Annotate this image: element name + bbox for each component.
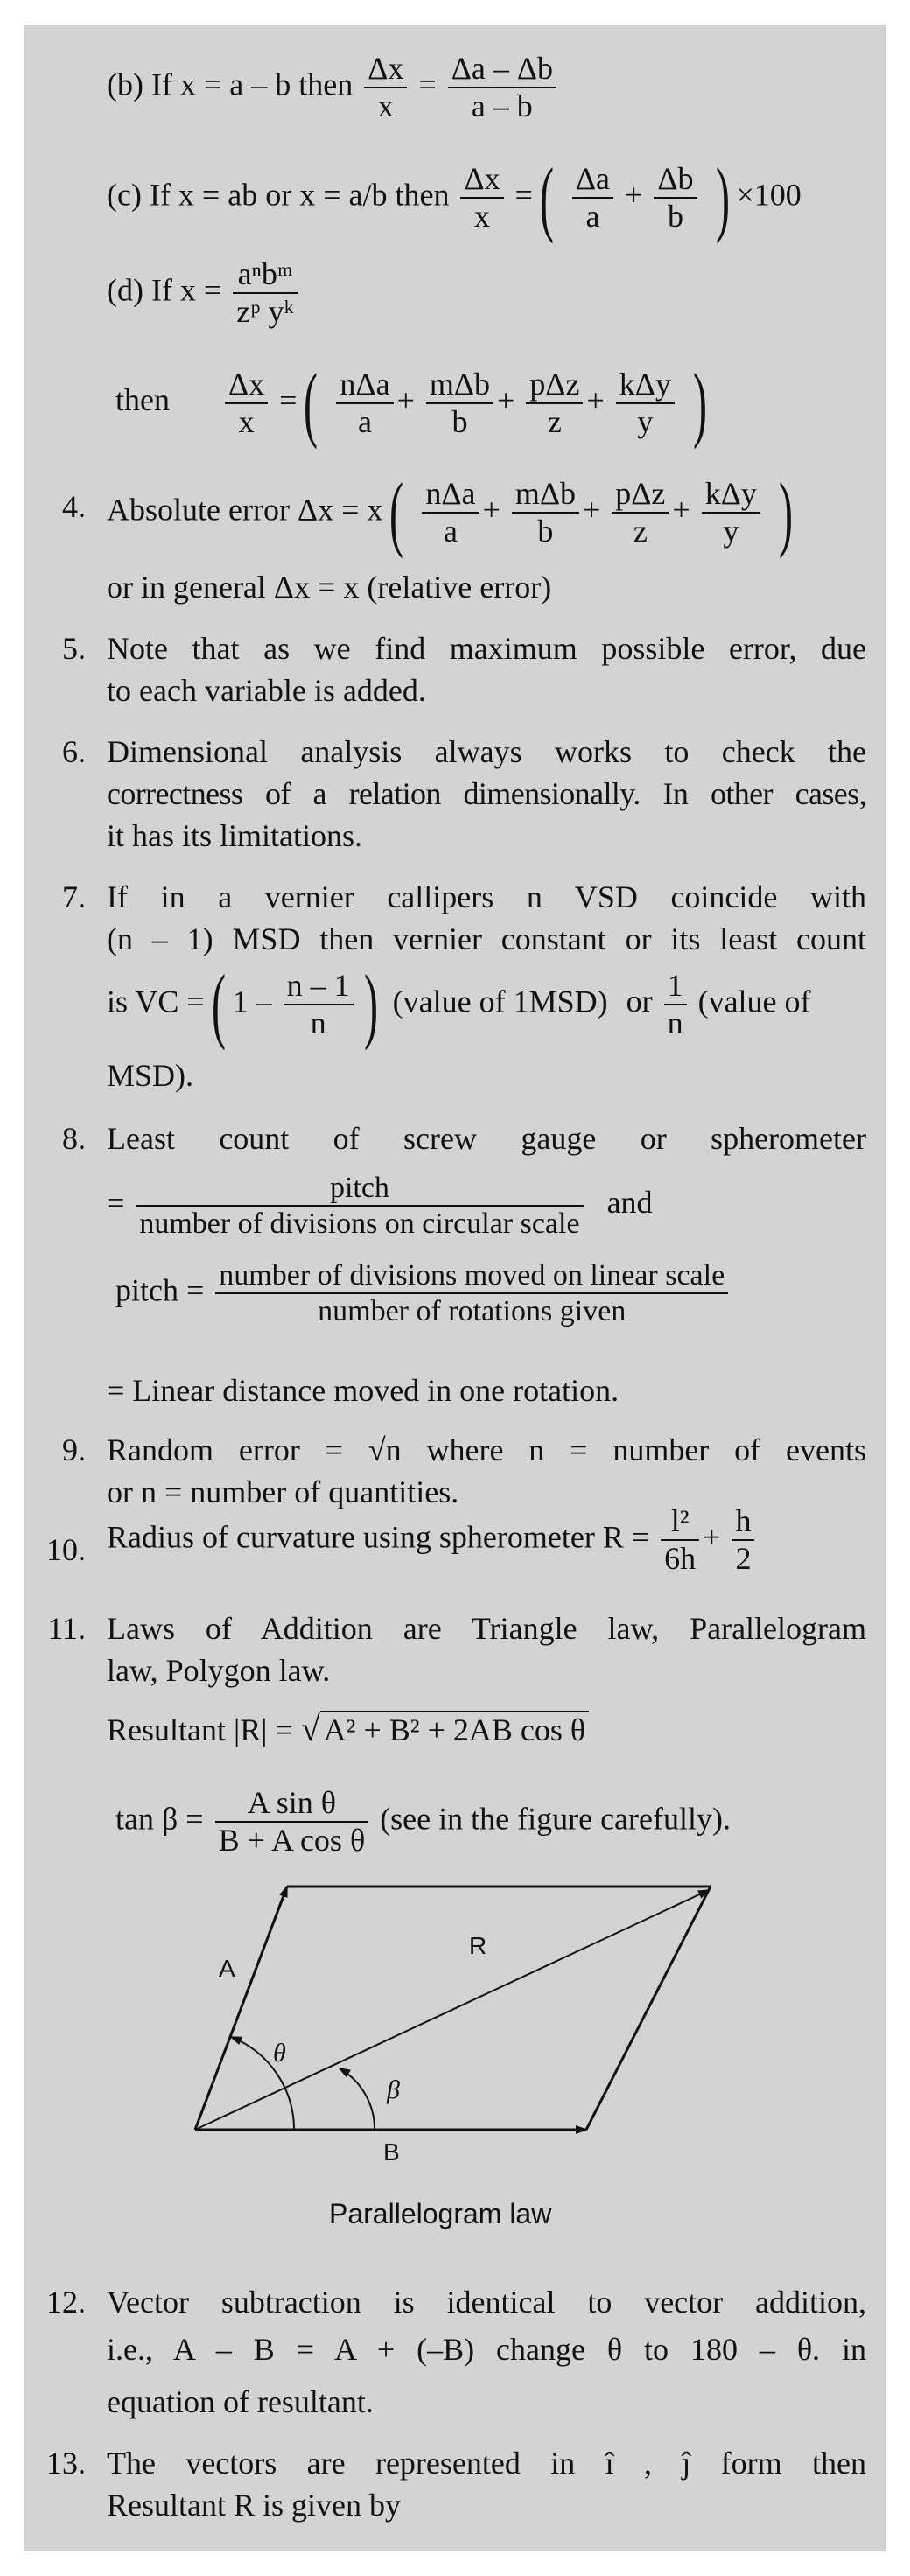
item-b: (b) If x = a – b then $\frac{\Delta x}{x}$ = $\frac{\Delta a - \Delta b}{a - b}$ [107, 51, 560, 125]
one-minus: 1 – [232, 984, 272, 1019]
value-of: (value of [697, 984, 811, 1019]
frac-den: B + A cos θ [218, 1823, 366, 1858]
item-6-line-1: Dimensional analysis always works to check the [107, 734, 866, 769]
item-5-number: 5. [62, 631, 86, 666]
item-4-number: 4. [62, 489, 86, 524]
frac-den: b [537, 514, 554, 549]
label-beta: β [387, 2076, 400, 2104]
frac-num: kΔy [616, 367, 675, 404]
label-b: B [383, 2138, 400, 2166]
item-4: Absolute error Δx = x( nΔa a + mΔb b + pΔz z + kΔy y ) [107, 466, 793, 559]
frac-num: pΔz [526, 367, 583, 404]
frac-den: y [637, 404, 654, 439]
label-theta: θ [273, 2039, 286, 2068]
item-11-line-2: law, Polygon law. [107, 1653, 331, 1688]
frac-den: a – b [471, 88, 533, 124]
frac-den: b [452, 404, 468, 439]
frac-den: zᵖ yᵏ [236, 294, 294, 330]
item-7-number: 7. [62, 879, 86, 914]
item-13-line-1: The vectors are represented in î , ĵ form then [107, 2446, 866, 2481]
frac-num: l² [661, 1503, 699, 1541]
frac-num: Δa – Δb [448, 51, 556, 88]
item-12-line-2: i.e., A – B = A + (–B) change θ to 180 – θ. in [107, 2332, 866, 2367]
frac-num: Δx [460, 161, 503, 199]
frac-num: A sin θ [215, 1785, 369, 1823]
frac-den: z [633, 514, 648, 549]
frac-num: mΔb [426, 367, 494, 404]
resultant-formula: Resultant |R| = √ A² + B² + 2AB cos θ [107, 1708, 589, 1749]
item-9-number: 9. [62, 1432, 86, 1467]
frac-num: aⁿbᵐ [233, 256, 298, 294]
frac-den: n [667, 1005, 683, 1040]
beta-arc [340, 2068, 374, 2130]
frac-num: kΔy [702, 476, 760, 514]
frac-num: 1 [664, 968, 687, 1005]
item-12-number: 12. [46, 2285, 86, 2320]
plus: + [703, 1519, 721, 1555]
see-figure-note: (see in the figure carefully). [380, 1801, 731, 1837]
frac-num: number of divisions moved on linear scale [215, 1258, 728, 1294]
item-10-label: Radius of curvature using spherometer R = [107, 1519, 650, 1555]
item-c-label: (c) If x = ab or x = a/b then [107, 177, 450, 213]
frac-num: h [732, 1503, 754, 1541]
item-13-line-2: Resultant R is given by [107, 2488, 401, 2523]
item-5-line-1: Note that as we find maximum possible error, due [107, 631, 866, 666]
frac-num: nΔa [422, 476, 479, 514]
item-7-line-2: (n – 1) MSD then vernier constant or its least count [107, 921, 866, 956]
item-7-formula: is VC =( 1 – $\frac{n - 1}{n}$ ) (value of 1MSD) or $\frac{1}{n}$ (value of [107, 957, 811, 1051]
item-12-line-1: Vector subtraction is identical to vector addition, [107, 2285, 866, 2320]
frac-den: x [377, 88, 394, 124]
item-c: (c) If x = ab or x = a/b then $\frac{\Delta x}{x}$ =( $\frac{\Delta a}{a}$ + $\frac{\Delta b}{b}$ ) ×100 [107, 150, 802, 244]
tan-beta-label: tan β = [116, 1801, 204, 1837]
item-d-label: (d) If x = [107, 272, 222, 308]
item-7-line-4: MSD). [107, 1058, 194, 1093]
frac-den: 6h [664, 1541, 696, 1577]
content-panel [24, 24, 886, 2552]
and-label: and [606, 1185, 653, 1221]
frac-den: b [667, 199, 683, 234]
vc-label: is VC = [107, 984, 205, 1019]
label-r: R [469, 1932, 487, 1959]
item-4-general: or in general Δx = x (relative error) [107, 570, 552, 605]
item-5-line-2: to each variable is added. [107, 673, 426, 708]
item-6-line-3: it has its limitations. [107, 818, 363, 853]
item-7-line-1: If in a vernier callipers n VSD coincide with [107, 879, 866, 914]
resultant-radicand: A² + B² + 2AB cos θ [320, 1711, 589, 1747]
frac-den: a [443, 514, 458, 549]
frac-den: n [310, 1005, 326, 1040]
equals: = [107, 1185, 125, 1221]
item-9-line-1: Random error = √n where n = number of events [107, 1432, 866, 1467]
frac-num: n – 1 [284, 968, 354, 1005]
frac-num: Δa [572, 161, 613, 199]
frac-den: a [585, 199, 600, 234]
frac-num: Δx [364, 51, 407, 88]
item-11-number: 11. [47, 1611, 86, 1646]
frac-num: pitch [136, 1171, 583, 1207]
resultant-label: Resultant |R| = [107, 1712, 293, 1747]
item-b-label: (b) If x = a – b then [107, 66, 354, 102]
label-a: A [219, 1955, 235, 1982]
item-8-number: 8. [62, 1121, 86, 1156]
item-d-then: then $\frac{\Delta x}{x}$ =( nΔa a + mΔb b + pΔz z + kΔy y ) [116, 356, 707, 450]
frac-num: Δx [225, 367, 268, 404]
item-6-number: 6. [62, 734, 86, 769]
pitch-label: pitch = [116, 1272, 205, 1308]
item-c-suffix: ×100 [736, 177, 802, 213]
frac-den: x [474, 199, 491, 234]
item-12-line-3: equation of resultant. [107, 2384, 374, 2419]
item-8-line-1: Least count of screw gauge or spherometer [107, 1121, 866, 1156]
frac-den: x [238, 404, 255, 439]
parallelogram-figure [24, 24, 886, 2552]
frac-den: a [358, 404, 372, 439]
item-11-line-1: Laws of Addition are Triangle law, Parallelogram [107, 1611, 866, 1646]
item-4-label: Absolute error Δx = x [107, 492, 383, 528]
frac-den: number of divisions on circular scale [139, 1208, 580, 1241]
value-1msd: (value of 1MSD) [392, 984, 608, 1019]
item-8-last-line: = Linear distance moved in one rotation. [107, 1373, 620, 1408]
item-9-line-2: or n = number of quantities. [107, 1474, 459, 1509]
frac-num: pΔz [612, 476, 668, 514]
frac-den: y [723, 514, 739, 549]
parallelogram-right-edge [586, 1886, 710, 2130]
frac-den: 2 [735, 1541, 752, 1577]
frac-den: z [547, 404, 562, 439]
item-13-number: 13. [46, 2446, 86, 2481]
item-6-line-2: correctness of a relation dimensionally. In other cases, [107, 776, 866, 811]
figure-caption: Parallelogram law [329, 2198, 552, 2230]
then-label: then [116, 382, 170, 418]
frac-num: nΔa [336, 367, 393, 404]
or-label: or [626, 984, 653, 1019]
frac-num: mΔb [512, 476, 579, 514]
frac-num: Δb [654, 161, 696, 199]
frac-den: number of rotations given [318, 1295, 626, 1328]
item-10-number: 10. [46, 1532, 86, 1567]
